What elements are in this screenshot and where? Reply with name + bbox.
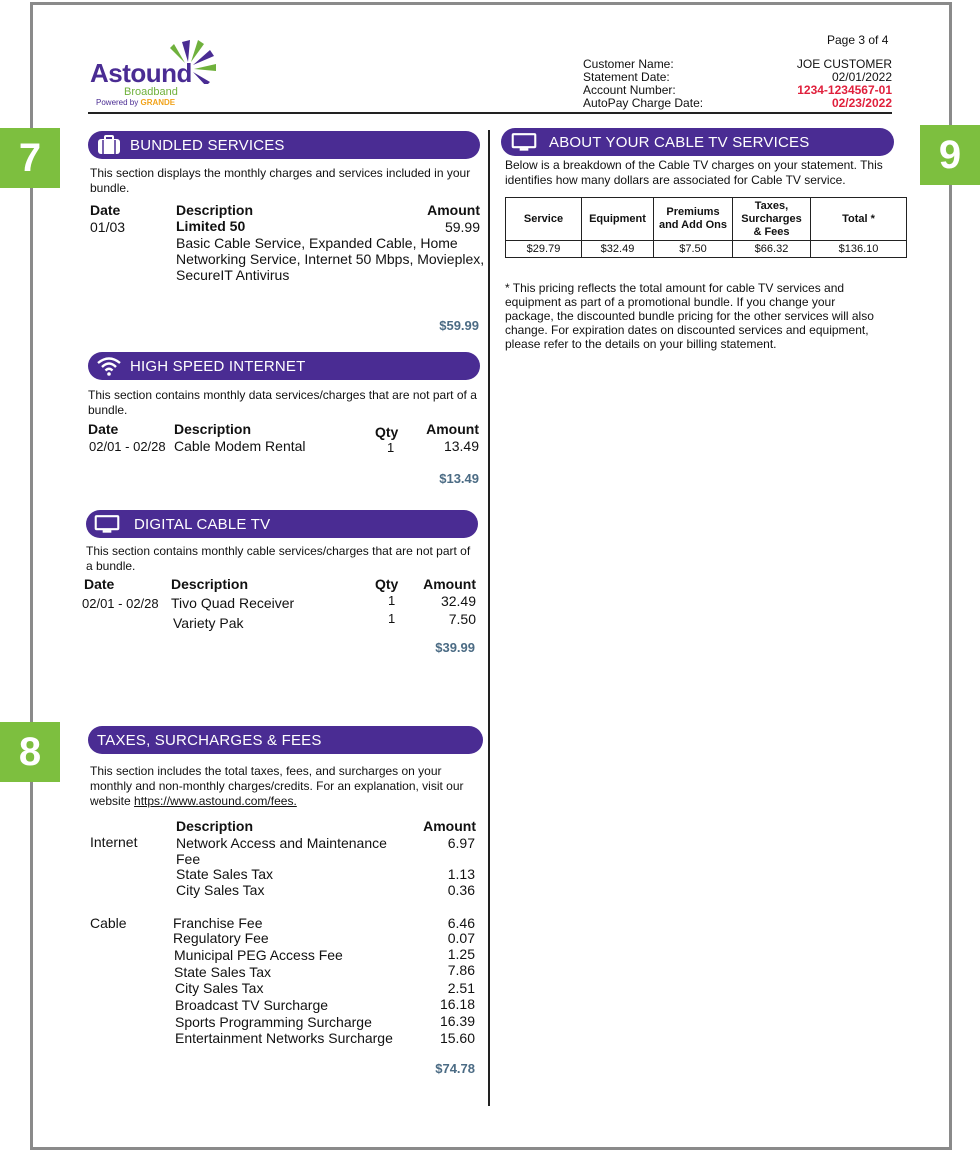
internet-desc-2: bundle.	[88, 403, 128, 417]
fees-link[interactable]: https://www.astound.com/fees.	[134, 794, 297, 808]
internet-title: HIGH SPEED INTERNET	[130, 357, 306, 375]
about-tv-desc-2: identifies how many dollars are associated for Cable TV service.	[505, 173, 846, 187]
cable-row-amount: 32.49	[440, 593, 476, 609]
tv-col-total: Total *	[811, 198, 907, 241]
tax-row-description: Network Access and Maintenance	[176, 835, 387, 851]
bundled-row-name: Limited 50	[176, 218, 246, 234]
cable-row-description: Tivo Quad Receiver	[171, 595, 295, 611]
tax-row-amount: 15.60	[439, 1030, 475, 1046]
internet-col-qty: Qty	[375, 424, 399, 440]
tax-row-amount: 7.86	[447, 962, 475, 978]
taxes-desc-3: website https://www.astound.com/fees.	[90, 794, 297, 808]
tv-table-value-row	[506, 241, 907, 258]
about-tv-note-1: * This pricing reflects the total amount for cable TV services and	[505, 281, 845, 295]
tax-row-amount: 0.36	[447, 882, 475, 898]
bundled-row-date: 01/03	[90, 219, 126, 235]
internet-col-amount: Amount	[426, 421, 479, 437]
account-number: 1234-1234567-01	[797, 83, 892, 97]
tv-col-equipment: Equipment	[582, 198, 654, 241]
about-tv-note-4: change. For expiration dates on discounted services and equipment,	[505, 323, 869, 337]
bundled-detail-1: Basic Cable Service, Expanded Cable, Home	[176, 235, 458, 251]
cable-row-description: Variety Pak	[173, 615, 244, 631]
cable-row-amount: 7.50	[448, 611, 476, 627]
cable-col-date: Date	[84, 576, 115, 592]
tax-row-description: Regulatory Fee	[173, 930, 269, 946]
callout-badge-7: 7	[0, 128, 60, 188]
tax-row-description: Municipal PEG Access Fee	[174, 947, 343, 963]
cable-row-qty: 1	[388, 611, 396, 626]
about-tv-note-2: equipment as part of a promotional bundle. If you change your	[505, 295, 836, 309]
tax-row-amount: 6.46	[447, 915, 475, 931]
tv-col-premiums: Premiums and Add Ons	[654, 198, 733, 241]
about-tv-note-5: please refer to the details on your billing statement.	[505, 337, 777, 351]
autopay-label: AutoPay Charge Date:	[583, 96, 704, 110]
tax-row-description: State Sales Tax	[174, 964, 272, 980]
tax-row-amount: 1.25	[447, 946, 475, 962]
account-number-label: Account Number:	[583, 83, 676, 97]
cable-col-description: Description	[171, 576, 249, 592]
tv-value-total: $136.10	[811, 241, 907, 258]
bundled-col-amount: Amount	[427, 202, 480, 218]
wifi-icon	[96, 356, 122, 376]
page-number: Page 3 of 4	[827, 33, 889, 47]
bundled-desc-1: This section displays the monthly charges and services included in your	[90, 166, 471, 180]
internet-col-description: Description	[174, 421, 252, 437]
internet-desc-1: This section contains monthly data services/charges that are not part of a	[88, 388, 477, 402]
customer-name-label: Customer Name:	[583, 57, 674, 71]
autopay-date: 02/23/2022	[831, 96, 892, 110]
tv-value-equipment: $32.49	[582, 241, 654, 258]
tv-value-premiums: $7.50	[654, 241, 733, 258]
callout-badge-8: 8	[0, 722, 60, 782]
statement-date-label: Statement Date:	[583, 70, 670, 84]
bundled-detail-2: Networking Service, Internet 50 Mbps, Movieplex,	[176, 251, 485, 267]
cable-col-qty: Qty	[375, 576, 399, 592]
bundled-services-header	[88, 131, 480, 159]
tv-breakdown-table	[505, 197, 907, 258]
customer-name: JOE CUSTOMER	[796, 57, 892, 71]
internet-row-amount: 13.49	[443, 438, 479, 454]
internet-row-qty: 1	[387, 440, 395, 455]
taxes-desc-2: monthly and non-monthly charges/credits. For an explanation, visit our	[90, 779, 464, 793]
tv-table-header-row	[506, 198, 907, 241]
column-divider	[488, 130, 490, 1106]
tax-row-description: State Sales Tax	[176, 866, 274, 882]
tax-row-description: Franchise Fee	[173, 915, 263, 931]
tv-value-taxes: $66.32	[733, 241, 811, 258]
internet-header	[88, 352, 480, 380]
tax-row-description: City Sales Tax	[176, 882, 265, 898]
taxes-total: $74.78	[435, 1061, 475, 1076]
bundled-col-date: Date	[90, 202, 121, 218]
tax-row-amount: 2.51	[447, 980, 475, 996]
bundled-col-description: Description	[176, 202, 254, 218]
cable-row-date: 02/01 - 02/28	[82, 596, 159, 611]
about-tv-note-3: package, the discounted bundle pricing for the other services will also	[505, 309, 874, 323]
internet-row-description: Cable Modem Rental	[174, 438, 306, 454]
cable-desc-2: a bundle.	[86, 559, 136, 573]
internet-row-date: 02/01 - 02/28	[89, 439, 166, 454]
tv-icon	[511, 132, 537, 152]
about-tv-desc-1: Below is a breakdown of the Cable TV charges on your statement. This	[505, 158, 883, 172]
tax-row-description: Sports Programming Surcharge	[175, 1014, 372, 1030]
tax-row-description: Entertainment Networks Surcharge	[175, 1030, 393, 1046]
taxes-col-description: Description	[176, 818, 254, 834]
taxes-col-amount: Amount	[423, 818, 476, 834]
cable-title: DIGITAL CABLE TV	[134, 515, 271, 533]
tv-icon	[94, 514, 120, 534]
cable-total: $39.99	[435, 640, 475, 655]
taxes-internet-label: Internet	[90, 834, 138, 850]
tax-row-description: Fee	[176, 851, 201, 867]
about-tv-title: ABOUT YOUR CABLE TV SERVICES	[549, 133, 810, 151]
taxes-header	[88, 726, 483, 754]
taxes-title: TAXES, SURCHARGES & FEES	[97, 731, 322, 749]
tax-row-description: Broadcast TV Surcharge	[175, 997, 329, 1013]
cable-desc-1: This section contains monthly cable services/charges that are not part of	[86, 544, 471, 558]
tv-col-taxes: Taxes, Surcharges & Fees	[733, 198, 811, 241]
bundled-detail-3: SecureIT Antivirus	[176, 267, 290, 283]
cable-header	[86, 510, 478, 538]
statement-date: 02/01/2022	[831, 70, 892, 84]
tax-row-amount: 1.13	[447, 866, 475, 882]
tax-row-description: City Sales Tax	[175, 980, 264, 996]
astound-logo	[88, 36, 228, 112]
logo-wordmark: Astound	[90, 58, 192, 88]
taxes-cable-label: Cable	[90, 915, 127, 931]
tv-col-service: Service	[506, 198, 582, 241]
tv-value-service: $29.79	[506, 241, 582, 258]
header-divider	[88, 112, 892, 114]
tax-row-amount: 16.39	[439, 1013, 475, 1029]
cable-col-amount: Amount	[423, 576, 476, 592]
about-tv-header	[501, 128, 894, 156]
bundled-total: $59.99	[439, 318, 479, 333]
cable-row-qty: 1	[388, 593, 396, 608]
logo-powered-by: Powered by GRANDE	[96, 98, 176, 107]
briefcase-icon	[96, 135, 122, 155]
logo-subtitle: Broadband	[124, 86, 178, 98]
tax-row-amount: 6.97	[447, 835, 475, 851]
bundled-desc-2: bundle.	[90, 181, 130, 195]
taxes-desc-1: This section includes the total taxes, fees, and surcharges on your	[90, 764, 442, 778]
internet-col-date: Date	[88, 421, 119, 437]
bundled-row-amount: 59.99	[444, 219, 480, 235]
internet-total: $13.49	[439, 471, 479, 486]
tax-row-amount: 0.07	[447, 930, 475, 946]
tax-row-amount: 16.18	[439, 996, 475, 1012]
callout-badge-9: 9	[920, 125, 980, 185]
bundled-services-title: BUNDLED SERVICES	[130, 136, 285, 154]
